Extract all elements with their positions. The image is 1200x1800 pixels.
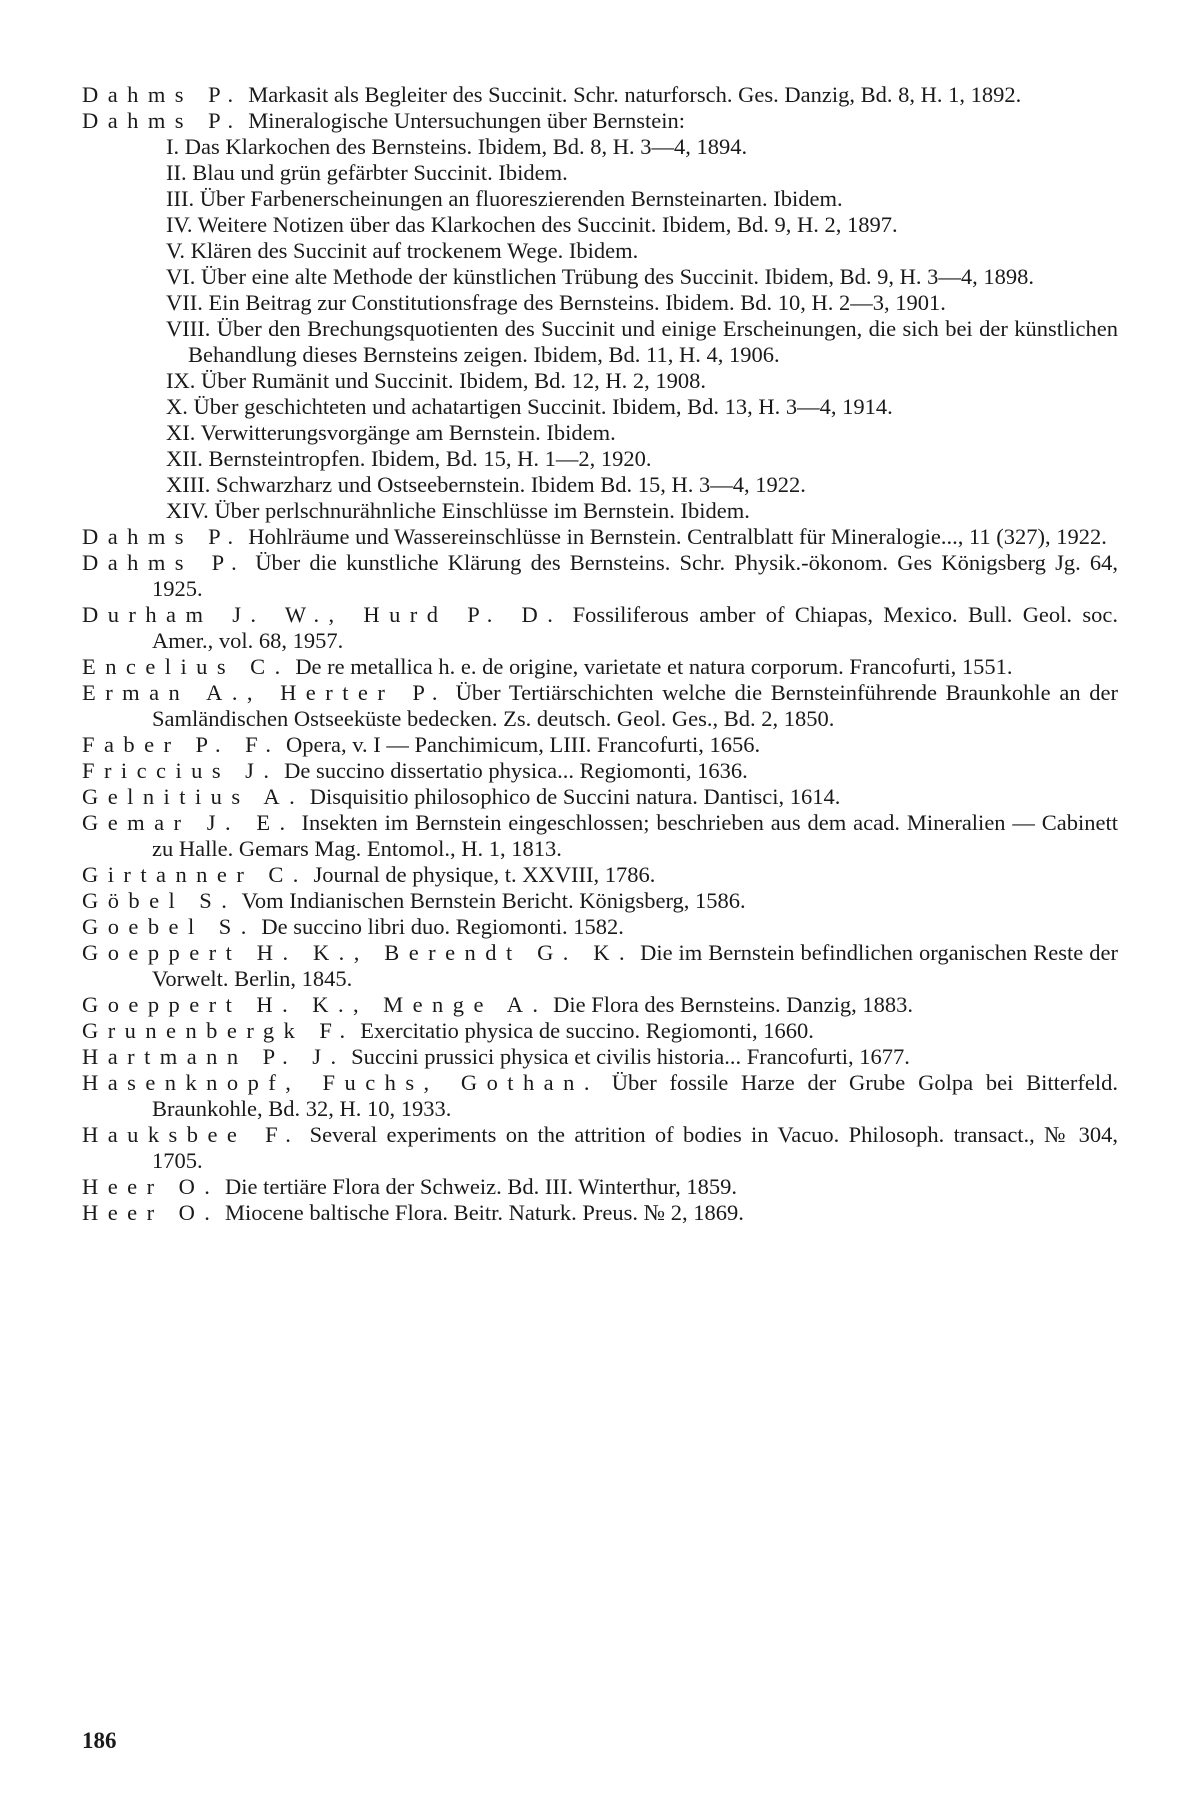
- bibliography-subentry: [82, 420, 1118, 446]
- entry-text: Mineralogische Untersuchungen über Bernstein:: [248, 108, 686, 133]
- entry-text: Succini prussici physica et civilis historia... Francofurti, 1677.: [351, 1044, 910, 1069]
- entry-text: Journal de physique, t. XXVIII, 1786.: [313, 862, 656, 887]
- entry-text: Exercitatio physica de succino. Regiomonti, 1660.: [360, 1018, 814, 1043]
- entry-text: De succino dissertatio physica... Regiomonti, 1636.: [284, 758, 748, 783]
- bibliography-subentry: [82, 446, 1118, 472]
- bibliography-page: [82, 82, 1118, 1226]
- bibliography-entry: [82, 1174, 1118, 1200]
- entry-author: Heer O.: [82, 1174, 220, 1199]
- bibliography-entry: [82, 758, 1118, 784]
- bibliography-entry: [82, 888, 1118, 914]
- entry-text: Die Flora des Bernsteins. Danzig, 1883.: [553, 992, 914, 1017]
- subentry-text: VI. Über eine alte Methode der künstlichen Trübung des Succinit. Ibidem, Bd. 9, H. 3—4, 1898.: [166, 264, 1034, 289]
- bibliography-subentry: [82, 264, 1118, 290]
- entry-author: Gemar J. E.: [82, 810, 295, 835]
- subentry-text: IV. Weitere Notizen über das Klarkochen des Succinit. Ibidem, Bd. 9, H. 2, 1897.: [166, 212, 898, 237]
- bibliography-entry: [82, 680, 1118, 732]
- subentry-text: V. Klären des Succinit auf trockenem Wege. Ibidem.: [166, 238, 639, 263]
- bibliography-subentry: [82, 290, 1118, 316]
- entry-text: Die im Bernstein befindlichen organischen Reste der Vorwelt. Berlin, 1845.: [152, 940, 1118, 991]
- bibliography-entry: [82, 992, 1118, 1018]
- entry-author: Durham J. W., Hurd P. D.: [82, 602, 563, 627]
- entry-text: Miocene baltische Flora. Beitr. Naturk. Preus. № 2, 1869.: [225, 1200, 744, 1225]
- entry-author: Faber P. F.: [82, 732, 281, 757]
- subentry-text: VIII. Über den Brechungsquotienten des Succinit und einige Erscheinungen, die sich bei der künstlichen Behandlung dieses Bernsteins zeigen. Ibidem, Bd. 11, H. 4, 1906.: [166, 316, 1118, 367]
- bibliography-entry: [82, 550, 1118, 602]
- entry-author: Girtanner C.: [82, 862, 308, 887]
- entry-author: Dahms P.: [82, 108, 243, 133]
- bibliography-entry: [82, 1122, 1118, 1174]
- bibliography-subentry: [82, 134, 1118, 160]
- subentry-text: X. Über geschichteten und achatartigen Succinit. Ibidem, Bd. 13, H. 3—4, 1914.: [166, 394, 893, 419]
- subentry-text: XII. Bernsteintropfen. Ibidem, Bd. 15, H. 1—2, 1920.: [166, 446, 652, 471]
- entry-text: Vom Indianischen Bernstein Bericht. Königsberg, 1586.: [241, 888, 746, 913]
- subentry-text: III. Über Farbenerscheinungen an fluoreszierenden Bernsteinarten. Ibidem.: [166, 186, 843, 211]
- bibliography-entry: [82, 1018, 1118, 1044]
- entry-author: Dahms P.: [82, 524, 243, 549]
- subentry-text: II. Blau und grün gefärbter Succinit. Ibidem.: [166, 160, 568, 185]
- bibliography-subentry: [82, 498, 1118, 524]
- bibliography-entry: [82, 914, 1118, 940]
- bibliography-subentry: [82, 186, 1118, 212]
- bibliography-entry: [82, 602, 1118, 654]
- bibliography-subentry: [82, 472, 1118, 498]
- entry-author: Erman A., Herter P.: [82, 680, 447, 705]
- entry-text: Insekten im Bernstein eingeschlossen; beschrieben aus dem acad. Mineralien — Cabinett zu Halle. Gemars Mag. Entomol., H. 1, 1813.: [152, 810, 1119, 861]
- entry-text: Hohlräume und Wassereinschlüsse in Bernstein. Centralblatt für Mineralogie..., 11 (327), 1922.: [248, 524, 1107, 549]
- bibliography-subentry: [82, 238, 1118, 264]
- entry-text: De succino libri duo. Regiomonti. 1582.: [261, 914, 624, 939]
- entry-author: Goebel S.: [82, 914, 256, 939]
- entry-text: Über Tertiärschichten welche die Bernsteinführende Braunkohle an der Samländischen Ostseeküste bedecken. Zs. deutsch. Geol. Ges., Bd. 2, 1850.: [152, 680, 1119, 731]
- entry-text: Die tertiäre Flora der Schweiz. Bd. III. Winterthur, 1859.: [225, 1174, 737, 1199]
- entry-text: Disquisitio philosophico de Succini natura. Dantisci, 1614.: [309, 784, 841, 809]
- bibliography-subentry: [82, 316, 1118, 368]
- entry-author: Hasenknopf, Fuchs, Gothan.: [82, 1070, 599, 1095]
- bibliography-entry: [82, 862, 1118, 888]
- subentry-text: XI. Verwitterungsvorgänge am Bernstein. Ibidem.: [166, 420, 616, 445]
- bibliography-entry: [82, 654, 1118, 680]
- entry-author: Hartmann P. J.: [82, 1044, 346, 1069]
- bibliography-entry: [82, 810, 1118, 862]
- entry-author: Friccius J.: [82, 758, 279, 783]
- bibliography-entry: [82, 1200, 1118, 1226]
- bibliography-entry: [82, 1044, 1118, 1070]
- entry-author: Göbel S.: [82, 888, 237, 913]
- entry-author: Goeppert H. K., Berendt G. K.: [82, 940, 635, 965]
- bibliography-subentry: [82, 212, 1118, 238]
- subentry-text: XIII. Schwarzharz und Ostseebernstein. Ibidem Bd. 15, H. 3—4, 1922.: [166, 472, 806, 497]
- entry-text: Über die kunstliche Klärung des Bernsteins. Schr. Physik.-ökonom. Ges Königsberg Jg. 64, 1925.: [152, 550, 1118, 601]
- entry-author: Dahms P.: [82, 82, 243, 107]
- bibliography-entry: [82, 784, 1118, 810]
- bibliography-entry: [82, 732, 1118, 758]
- bibliography-entry: [82, 524, 1118, 550]
- entry-text: De re metallica h. e. de origine, varietate et natura corporum. Francofurti, 1551.: [295, 654, 1013, 679]
- bibliography-subentry: [82, 368, 1118, 394]
- subentry-text: XIV. Über perlschnurähnliche Einschlüsse im Bernstein. Ibidem.: [166, 498, 750, 523]
- bibliography-entry: [82, 82, 1118, 108]
- entry-author: Heer O.: [82, 1200, 220, 1225]
- entry-author: Goeppert H. K., Menge A.: [82, 992, 548, 1017]
- entry-author: Dahms P.: [82, 550, 247, 575]
- entry-text: Several experiments on the attrition of bodies in Vacuo. Philosoph. transact., № 304, 1705.: [152, 1122, 1118, 1173]
- subentry-text: IX. Über Rumänit und Succinit. Ibidem, Bd. 12, H. 2, 1908.: [166, 368, 706, 393]
- entry-author: Encelius C.: [82, 654, 290, 679]
- subentry-text: I. Das Klarkochen des Bernsteins. Ibidem, Bd. 8, H. 3—4, 1894.: [166, 134, 748, 159]
- page-number: 186: [82, 1728, 117, 1753]
- entry-text: Fossiliferous amber of Chiapas, Mexico. Bull. Geol. soc. Amer., vol. 68, 1957.: [152, 602, 1118, 653]
- entry-author: Grunenbergk F.: [82, 1018, 355, 1043]
- bibliography-entry: [82, 940, 1118, 992]
- bibliography-subentry: [82, 160, 1118, 186]
- bibliography-entry: [82, 1070, 1118, 1122]
- entry-text: Markasit als Begleiter des Succinit. Schr. naturforsch. Ges. Danzig, Bd. 8, H. 1, 1892.: [248, 82, 1022, 107]
- entry-text: Opera, v. I — Panchimicum, LIII. Francofurti, 1656.: [286, 732, 761, 757]
- bibliography-entry: [82, 108, 1118, 134]
- entry-author: Hauksbee F.: [82, 1122, 301, 1147]
- entry-author: Gelnitius A.: [82, 784, 305, 809]
- subentry-text: VII. Ein Beitrag zur Constitutionsfrage des Bernsteins. Ibidem. Bd. 10, H. 2—3, 1901.: [166, 290, 946, 315]
- bibliography-subentry: [82, 394, 1118, 420]
- entry-text: Über fossile Harze der Grube Golpa bei Bitterfeld. Braunkohle, Bd. 32, H. 10, 1933.: [152, 1070, 1119, 1121]
